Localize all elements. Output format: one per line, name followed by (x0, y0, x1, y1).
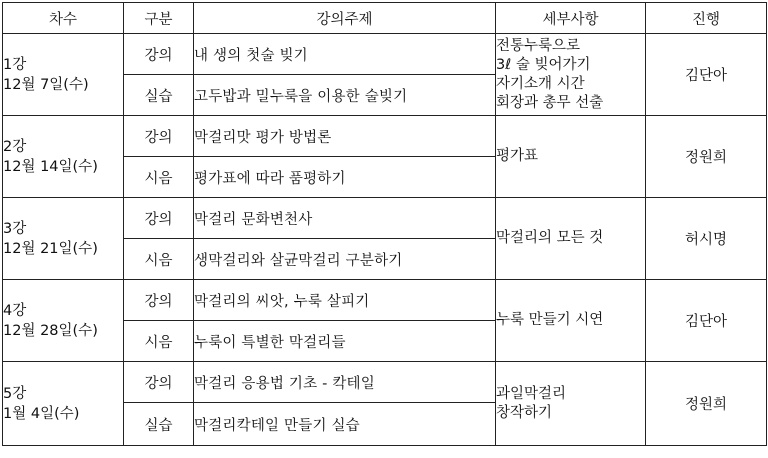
session-date: 12월 14일(수) (3, 158, 98, 175)
details-line: 전통누룩으로 (496, 37, 581, 54)
details-line: 창작하기 (496, 404, 553, 421)
details-cell (496, 116, 646, 198)
table-row (3, 116, 767, 157)
type-cell: 실습 (124, 403, 194, 446)
session-cell (3, 362, 124, 446)
details-line: 평가표 (496, 148, 539, 164)
leader-cell: 정원희 (646, 362, 767, 446)
leader-cell: 김단아 (646, 280, 767, 362)
type-cell: 시음 (124, 157, 194, 198)
type-cell: 시음 (124, 239, 194, 280)
topic-cell: 막걸리 응용법 기초 - 칵테일 (194, 362, 496, 403)
details-line: 자기소개 시간 (496, 75, 585, 92)
topic-cell: 누룩이 특별한 막걸리들 (194, 321, 496, 362)
details-line: 회장과 총무 선출 (496, 94, 604, 111)
session-number: 3강 (3, 220, 27, 237)
topic-cell: 평가표에 따라 품평하기 (194, 157, 496, 198)
type-cell: 시음 (124, 321, 194, 362)
table-row (3, 34, 767, 75)
session-cell (3, 280, 124, 362)
table-row (3, 362, 767, 403)
topic-cell: 막걸리의 씨앗, 누룩 살피기 (194, 280, 496, 321)
type-cell: 강의 (124, 116, 194, 157)
schedule-table (2, 2, 767, 446)
table-row (3, 198, 767, 239)
table-header (3, 3, 767, 34)
session-number: 4강 (3, 302, 27, 319)
session-date: 12월 21일(수) (3, 240, 98, 257)
type-cell: 강의 (124, 362, 194, 403)
details-cell (496, 362, 646, 446)
header-leader: 진행 (646, 3, 767, 34)
details-line: 과일막걸리 (496, 385, 567, 402)
session-cell (3, 116, 124, 198)
session-date: 1월 4일(수) (3, 405, 80, 422)
table-body (3, 34, 767, 446)
details-cell (496, 280, 646, 362)
details-line: 3ℓ 술 빚어가기 (496, 56, 591, 73)
type-cell: 강의 (124, 198, 194, 239)
header-details: 세부사항 (496, 3, 646, 34)
details-line: 누룩 만들기 시연 (496, 312, 604, 328)
session-date: 12월 28일(수) (3, 322, 98, 339)
details-cell (496, 34, 646, 116)
session-number: 2강 (3, 138, 27, 155)
topic-cell: 고두밥과 밀누룩을 이용한 술빚기 (194, 75, 496, 116)
leader-cell: 김단아 (646, 34, 767, 116)
header-topic: 강의주제 (194, 3, 496, 34)
session-number: 5강 (3, 385, 27, 402)
topic-cell: 생막걸리와 살균막걸리 구분하기 (194, 239, 496, 280)
header-type: 구분 (124, 3, 194, 34)
topic-cell: 막걸리칵테일 만들기 실습 (194, 403, 496, 446)
type-cell: 강의 (124, 34, 194, 75)
table-row (3, 280, 767, 321)
leader-cell: 정원희 (646, 116, 767, 198)
leader-cell: 허시명 (646, 198, 767, 280)
details-cell (496, 198, 646, 280)
topic-cell: 막걸리 문화변천사 (194, 198, 496, 239)
session-number: 1강 (3, 56, 27, 73)
session-cell (3, 34, 124, 116)
type-cell: 실습 (124, 75, 194, 116)
header-session: 차수 (3, 3, 124, 34)
topic-cell: 막걸리맛 평가 방법론 (194, 116, 496, 157)
type-cell: 강의 (124, 280, 194, 321)
details-line: 막걸리의 모든 것 (496, 230, 604, 246)
session-date: 12월 7일(수) (3, 76, 89, 93)
header-row (3, 3, 767, 34)
session-cell (3, 198, 124, 280)
topic-cell: 내 생의 첫술 빚기 (194, 34, 496, 75)
